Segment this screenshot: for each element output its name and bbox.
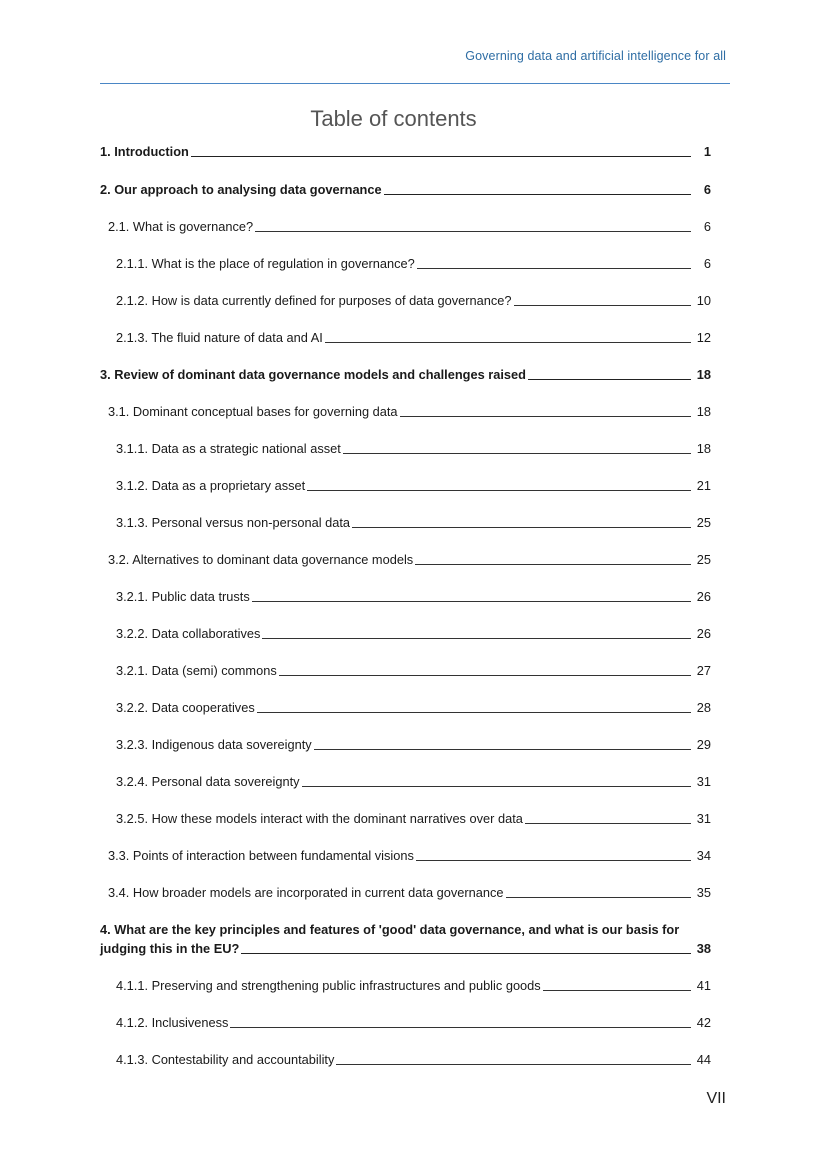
- toc-entry[interactable]: [100, 920, 711, 958]
- toc-entry[interactable]: [116, 587, 711, 606]
- toc-entry-page: 28: [696, 700, 711, 715]
- toc-entry-page: 21: [696, 478, 711, 493]
- toc-entry-label: 3.1.3. Personal versus non-personal data: [116, 515, 351, 530]
- dot-leader: [400, 416, 691, 417]
- toc-entry-label: 3.4. How broader models are incorporated in current data governance: [108, 885, 504, 900]
- dot-leader: [384, 194, 691, 195]
- dot-leader: [336, 1064, 690, 1065]
- toc-entry-page: 38: [696, 941, 711, 956]
- toc-entry[interactable]: [116, 291, 711, 310]
- toc-entry-continuation: [100, 939, 711, 958]
- toc-entry-label: 3.2.5. How these models interact with the dominant narratives over data: [116, 811, 523, 826]
- toc-entry-label-continued: judging this in the EU?: [100, 941, 240, 956]
- dot-leader: [417, 268, 691, 269]
- toc-entry-label: 4.1.3. Contestability and accountability: [116, 1052, 335, 1067]
- toc-entry[interactable]: [116, 624, 711, 643]
- toc-entry[interactable]: [116, 735, 711, 754]
- toc-entry[interactable]: [100, 142, 711, 161]
- toc-entry[interactable]: [108, 402, 711, 421]
- toc-entry-label: 3.2.4. Personal data sovereignty: [116, 774, 300, 789]
- dot-leader: [252, 601, 691, 602]
- toc-entry-page: 31: [696, 811, 711, 826]
- toc-entry-page: 35: [696, 885, 711, 900]
- toc-entry-label: 3.1.2. Data as a proprietary asset: [116, 478, 306, 493]
- toc-entry-label: 2.1.3. The fluid nature of data and AI: [116, 330, 323, 345]
- dot-leader: [314, 749, 691, 750]
- toc-entry-label: 4. What are the key principles and features of 'good' data governance, and what is our basis for: [100, 922, 680, 937]
- toc-entry-page: 26: [696, 626, 711, 641]
- dot-leader: [257, 712, 691, 713]
- toc-entry-label: 3.2.3. Indigenous data sovereignty: [116, 737, 312, 752]
- toc-entry-label: 2.1.2. How is data currently defined for purposes of data governance?: [116, 293, 512, 308]
- toc-entry-label: 2.1.1. What is the place of regulation in governance?: [116, 256, 415, 271]
- dot-leader: [506, 897, 691, 898]
- toc-title: Table of contents: [310, 106, 477, 131]
- toc-entry-page: 42: [696, 1015, 711, 1030]
- toc-entry[interactable]: [116, 661, 711, 680]
- toc-entry-page: 6: [703, 219, 711, 234]
- toc-entry-label: 3.2.2. Data cooperatives: [116, 700, 255, 715]
- dot-leader: [302, 786, 691, 787]
- dot-leader: [343, 453, 691, 454]
- toc-entry-page: 31: [696, 774, 711, 789]
- toc-entry-page: 12: [696, 330, 711, 345]
- toc-entry-label: 3.2.1. Public data trusts: [116, 589, 250, 604]
- running-header-title: Governing data and artificial intelligence for all: [465, 49, 726, 63]
- toc-entry-label: 3.1.1. Data as a strategic national asset: [116, 441, 341, 456]
- toc-entry-label: 4.1.2. Inclusiveness: [116, 1015, 229, 1030]
- toc-entry-page: 26: [696, 589, 711, 604]
- toc-entry-page: 6: [703, 256, 711, 271]
- dot-leader: [307, 490, 691, 491]
- dot-leader: [191, 156, 691, 157]
- dot-leader: [255, 231, 691, 232]
- toc-entry-label: 2.1. What is governance?: [108, 219, 254, 234]
- toc-entry-label: 3.2. Alternatives to dominant data governance models: [108, 552, 414, 567]
- dot-leader: [352, 527, 691, 528]
- toc-entry[interactable]: [116, 772, 711, 791]
- toc-entry[interactable]: [116, 1013, 711, 1032]
- dot-leader: [543, 990, 691, 991]
- dot-leader: [525, 823, 691, 824]
- dot-leader: [416, 860, 691, 861]
- toc-entry[interactable]: [108, 883, 711, 902]
- toc-entry-page: 25: [696, 552, 711, 567]
- toc-entry[interactable]: [116, 513, 711, 532]
- toc-entry[interactable]: [108, 846, 711, 865]
- toc-entry-page: 25: [696, 515, 711, 530]
- dot-leader: [325, 342, 691, 343]
- toc-entry[interactable]: [100, 365, 711, 384]
- toc-entry-page: 41: [696, 978, 711, 993]
- dot-leader: [262, 638, 690, 639]
- dot-leader: [279, 675, 691, 676]
- toc-entry-label: 4.1.1. Preserving and strengthening public infrastructures and public goods: [116, 978, 541, 993]
- toc-entry[interactable]: [116, 328, 711, 347]
- dot-leader: [415, 564, 691, 565]
- dot-leader: [241, 953, 690, 954]
- toc-entry[interactable]: [116, 809, 711, 828]
- toc-entry[interactable]: [100, 180, 711, 199]
- toc-entry-label: 3.3. Points of interaction between fundamental visions: [108, 848, 414, 863]
- toc-entry[interactable]: [116, 1050, 711, 1069]
- toc-entry[interactable]: [108, 550, 711, 569]
- toc-entry[interactable]: [116, 476, 711, 495]
- page-number: VII: [706, 1090, 726, 1107]
- toc-entry-label: 3.2.2. Data collaboratives: [116, 626, 261, 641]
- toc-entry-page: 18: [696, 367, 711, 382]
- toc-entry[interactable]: [116, 439, 711, 458]
- toc-entry-page: 44: [696, 1052, 711, 1067]
- toc-entry-page: 34: [696, 848, 711, 863]
- toc-entry[interactable]: [116, 698, 711, 717]
- toc-entry-page: 29: [696, 737, 711, 752]
- toc-entry-label: 1. Introduction: [100, 144, 189, 159]
- toc-entry-label: 3. Review of dominant data governance models and challenges raised: [100, 367, 526, 382]
- toc-entry[interactable]: [116, 976, 711, 995]
- toc-entry-page: 6: [703, 182, 711, 197]
- toc-entry-label: 3.2.1. Data (semi) commons: [116, 663, 277, 678]
- dot-leader: [514, 305, 691, 306]
- toc-entry-page: 1: [703, 144, 711, 159]
- toc-entry-label: 3.1. Dominant conceptual bases for governing data: [108, 404, 398, 419]
- toc-entry-page: 18: [696, 404, 711, 419]
- toc-entry-page: 27: [696, 663, 711, 678]
- toc-entry-page: 18: [696, 441, 711, 456]
- toc-entry[interactable]: [116, 254, 711, 273]
- dot-leader: [528, 379, 691, 380]
- toc-entry-page: 10: [696, 293, 711, 308]
- dot-leader: [230, 1027, 690, 1028]
- toc-entry-label: 2. Our approach to analysing data governance: [100, 182, 382, 197]
- toc-entry[interactable]: [108, 217, 711, 236]
